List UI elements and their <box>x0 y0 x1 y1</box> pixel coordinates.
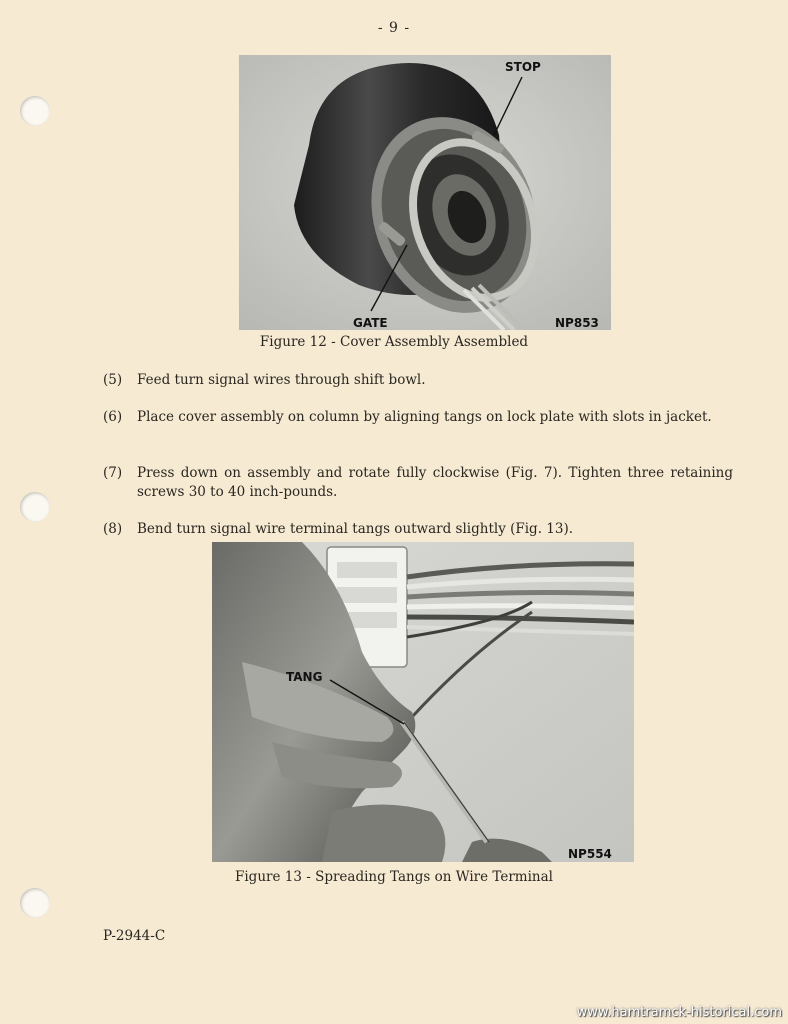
binder-hole-middle <box>20 492 50 522</box>
step-number: (7) <box>103 465 123 481</box>
step-7 <box>103 464 733 502</box>
document-id: P-2944-C <box>103 928 166 944</box>
step-number: (5) <box>103 372 123 388</box>
step-text: Place cover assembly on column by aligning tangs on lock plate with slots in jacket. <box>137 409 712 425</box>
callout-tang: TANG <box>286 670 323 684</box>
step-number: (6) <box>103 409 123 425</box>
page-number: - 9 - <box>377 20 411 36</box>
binder-hole-bottom <box>20 888 50 918</box>
callout-gate: GATE <box>353 316 388 330</box>
step-5 <box>103 371 733 390</box>
step-8 <box>103 520 733 539</box>
step-text: Feed turn signal wires through shift bowl. <box>137 372 426 388</box>
figure-13-photo <box>212 542 634 862</box>
watermark: www.hamtramck-historical.com <box>576 1005 782 1020</box>
figure-12-code: NP853 <box>555 316 599 330</box>
figure-13-code: NP554 <box>568 847 612 861</box>
callout-stop: STOP <box>505 60 541 74</box>
step-number: (8) <box>103 521 123 537</box>
binder-hole-top <box>20 96 50 126</box>
step-text: Press down on assembly and rotate fully clockwise (Fig. 7). Tighten three retaining screws 30 to 40 inch-pounds. <box>137 465 733 500</box>
step-text: Bend turn signal wire terminal tangs outward slightly (Fig. 13). <box>137 521 574 537</box>
step-6 <box>103 408 733 427</box>
figure-12-caption: Figure 12 - Cover Assembly Assembled <box>259 334 529 350</box>
figure-13-caption: Figure 13 - Spreading Tangs on Wire Terminal <box>235 869 553 885</box>
figure-12-photo <box>239 55 611 330</box>
